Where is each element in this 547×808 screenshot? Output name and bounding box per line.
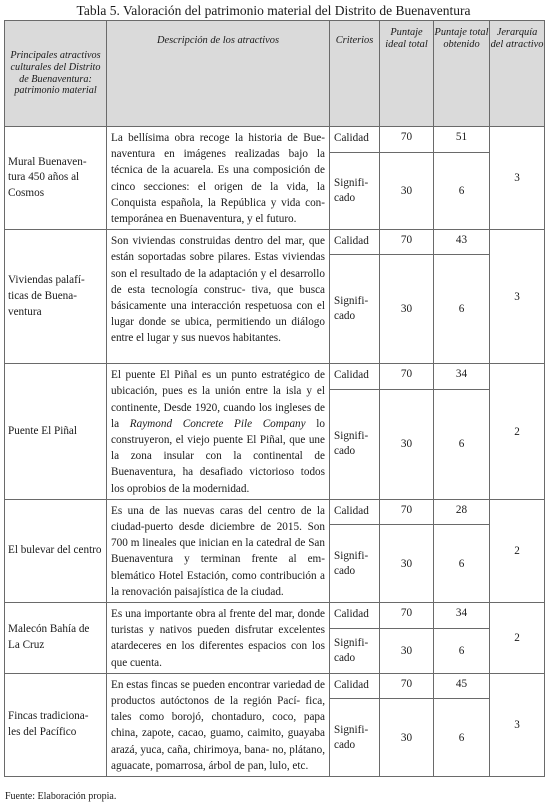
attraction-rank: 3 (490, 673, 545, 776)
attraction-name: Fincas tradiciona- les del Pacífico (5, 673, 107, 776)
valuation-table (4, 20, 545, 777)
table-row (5, 603, 545, 629)
attraction-description (107, 364, 330, 500)
attraction-rank: 2 (490, 364, 545, 500)
attraction-description: La bellísima obra recoge la historia de Bue- naventura en imágenes realizadas bajo la técnica de la acuarela. Es una composición de cinco secciones: el origen de la vida, la Conquista española, la República y vida con- temporánea en Buenaventura, y el futuro. (107, 127, 330, 230)
source-note: Fuente: Elaboración propia. (5, 791, 117, 802)
description-text: El puente El Piñal es un punto estratégico de ubicación, pues es la unión entre la isla y el continente, Desde 1920, cuando los ingleses de la (111, 369, 325, 430)
header-criteria: Criterios (330, 21, 380, 127)
table-row (5, 127, 545, 153)
ideal-score-significance: 30 (380, 389, 434, 499)
attraction-description: En estas fincas se pueden encontrar variedad de productos autóctonos de la región Pací- fica, tales como borojó, chontaduro, coco, papa china, zapote, cacao, guamo, caimito, guayaba arazá, yuca, caña, chirimoya, bana- no, plátano, aguacate, pomarrosa, árbol de pan, lulo, etc. (107, 673, 330, 776)
criterion-quality: Calidad (330, 364, 380, 389)
obtained-score-quality: 34 (434, 603, 490, 629)
attraction-rank: 2 (490, 499, 545, 602)
ideal-score-quality: 70 (380, 673, 434, 699)
header-obtained-score: Puntaje total obtenido (434, 21, 490, 127)
criterion-significance: Signifi- cado (330, 699, 380, 777)
attraction-description: Es una de las nuevas caras del centro de la ciudad-puerto desde diciembre de 2015. Son 700 m lineales que inician en la catedral de San Buenaventura y terminan frente al em- blemático Hotel Estación, como contribución a la renovación paisajística de la ciudad. (107, 499, 330, 602)
obtained-score-significance: 6 (434, 389, 490, 499)
ideal-score-significance: 30 (380, 629, 434, 674)
ideal-score-quality: 70 (380, 230, 434, 255)
attraction-name: Mural Buenaven- tura 450 años al Cosmos (5, 127, 107, 230)
table-row (5, 673, 545, 699)
criterion-significance: Signifi- cado (330, 389, 380, 499)
ideal-score-quality: 70 (380, 364, 434, 389)
ideal-score-quality: 70 (380, 499, 434, 525)
obtained-score-quality: 28 (434, 499, 490, 525)
obtained-score-significance: 6 (434, 699, 490, 777)
obtained-score-significance: 6 (434, 525, 490, 603)
ideal-score-significance: 30 (380, 152, 434, 230)
header-attractions: Principales atractivos culturales del Distrito de Buenaventura: patrimonio material (5, 21, 107, 127)
criterion-significance: Signifi- cado (330, 525, 380, 603)
header-hierarchy: Jerarquía del atractivo (490, 21, 545, 127)
attraction-name: Malecón Bahía de La Cruz (5, 603, 107, 674)
criterion-significance: Signifi- cado (330, 152, 380, 230)
attraction-name: Puente El Piñal (5, 364, 107, 500)
ideal-score-significance: 30 (380, 255, 434, 364)
ideal-score-significance: 30 (380, 699, 434, 777)
table-row (5, 499, 545, 525)
criterion-quality: Calidad (330, 127, 380, 153)
criterion-significance: Signifi- cado (330, 255, 380, 364)
obtained-score-significance: 6 (434, 255, 490, 364)
company-name: Raymond Concrete Pile Company (129, 417, 306, 430)
obtained-score-quality: 51 (434, 127, 490, 153)
attraction-rank: 3 (490, 127, 545, 230)
attraction-rank: 2 (490, 603, 545, 674)
obtained-score-quality: 34 (434, 364, 490, 389)
obtained-score-quality: 45 (434, 673, 490, 699)
obtained-score-significance: 6 (434, 629, 490, 674)
header-row (5, 21, 545, 127)
ideal-score-quality: 70 (380, 603, 434, 629)
criterion-quality: Calidad (330, 230, 380, 255)
attraction-description: Son viviendas construidas dentro del mar, que están soportadas sobre pilares. Estas viviendas son el resultado de la adaptación y el desarrollo de esta tecnología construc- tiva, que busca básicamente una interacción respetuosa con el lugar donde se ubica, permitiendo un diálogo entre el lugar y sus nuevos habitantes. (107, 230, 330, 364)
criterion-quality: Calidad (330, 499, 380, 525)
description-text: lo construyeron, el viejo puente El Piñal, que une la zona insular con la continental de Buenaventura, ha desafiado victorioso todos los oprobios de la modernidad. (111, 417, 326, 495)
obtained-score-quality: 43 (434, 230, 490, 255)
ideal-score-quality: 70 (380, 127, 434, 153)
criterion-quality: Calidad (330, 603, 380, 629)
attraction-description: Es una importante obra al frente del mar, donde turistas y nativos pueden disfrutar excelentes atardeceres en los diferentes espacios con los que cuenta. (107, 603, 330, 674)
ideal-score-significance: 30 (380, 525, 434, 603)
criterion-significance: Signifi- cado (330, 629, 380, 674)
obtained-score-significance: 6 (434, 152, 490, 230)
table-row (5, 230, 545, 255)
criterion-quality: Calidad (330, 673, 380, 699)
table-row (5, 364, 545, 389)
attraction-name: El bulevar del centro (5, 499, 107, 602)
attraction-name: Viviendas palafí- ticas de Buena- ventura (5, 230, 107, 364)
header-ideal-score: Puntaje ideal total (380, 21, 434, 127)
table-title: Tabla 5. Valoración del patrimonio material del Distrito de Buenaventura (76, 3, 471, 18)
attraction-rank: 3 (490, 230, 545, 364)
header-description: Descripción de los atractivos (107, 21, 330, 127)
